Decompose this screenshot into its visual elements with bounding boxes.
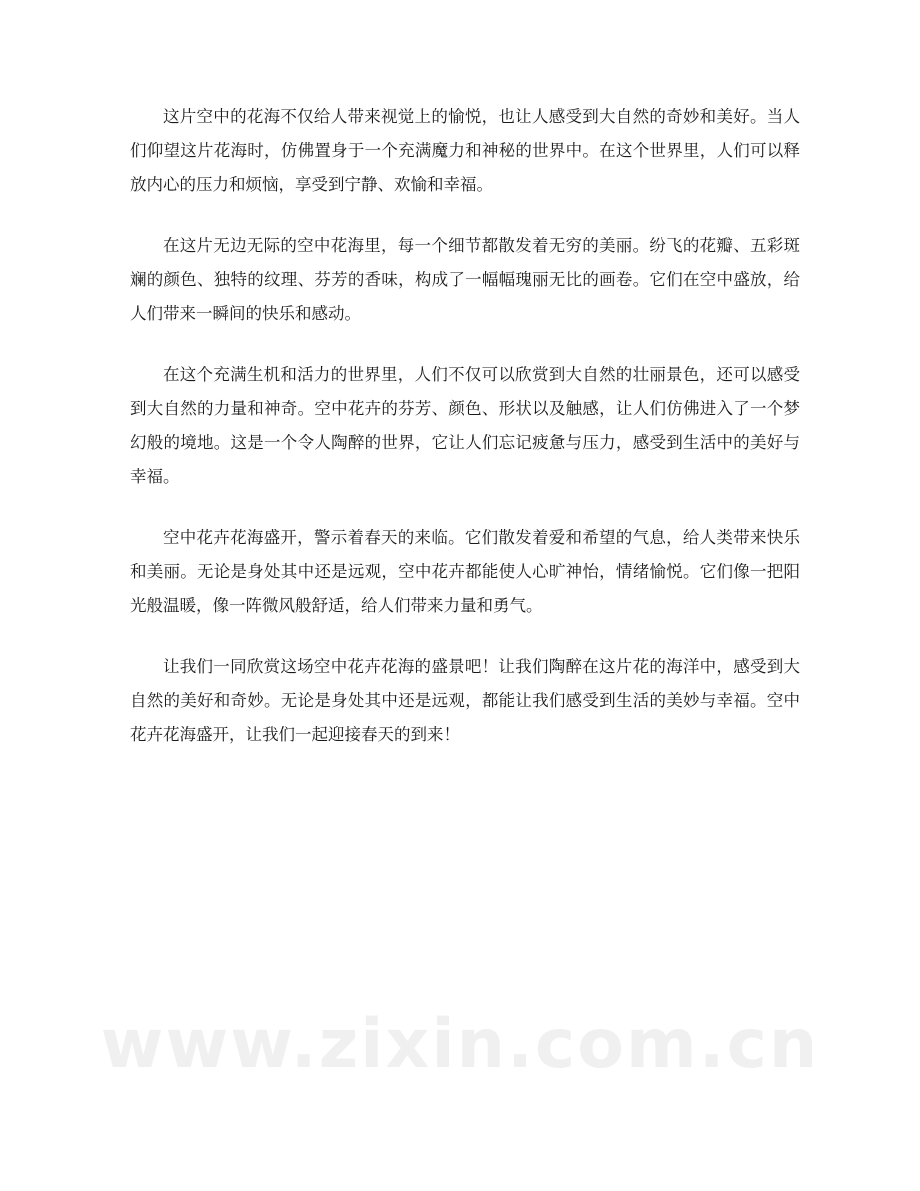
- paragraph-3: 在这个充满生机和活力的世界里，人们不仅可以欣赏到大自然的壮丽景色，还可以感受到大自然的力量和神奇。空中花卉的芬芳、颜色、形状以及触感，让人们仿佛进入了一个梦幻般的境地。这是一个令人陶醉的世界，它让人们忘记疲惫与压力，感受到生活中的美好与幸福。: [130, 365, 800, 486]
- paragraph-2: 在这片无边无际的空中花海里，每一个细节都散发着无穷的美丽。纷飞的花瓣、五彩斑斓的颜色、独特的纹理、芬芳的香味，构成了一幅幅瑰丽无比的画卷。它们在空中盛放，给人们带来一瞬间的快乐和感动。: [130, 236, 800, 323]
- paragraph-1: 这片空中的花海不仅给人带来视觉上的愉悦，也让人感受到大自然的奇妙和美好。当人们仰望这片花海时，仿佛置身于一个充满魔力和神秘的世界中。在这个世界里，人们可以释放内心的压力和烦恼，享受到宁静、欢愉和幸福。: [130, 107, 800, 194]
- document-body: [130, 100, 800, 779]
- paragraph-4: 空中花卉花海盛开，警示着春天的来临。它们散发着爱和希望的气息，给人类带来快乐和美丽。无论是身处其中还是远观，空中花卉都能使人心旷神怡，情绪愉悦。它们像一把阳光般温暖，像一阵微风般舒适，给人们带来力量和勇气。: [130, 528, 800, 615]
- paragraph-5: 让我们一同欣赏这场空中花卉花海的盛景吧！让我们陶醉在这片花的海洋中，感受到大自然的美好和奇妙。无论是身处其中还是远观，都能让我们感受到生活的美妙与幸福。空中花卉花海盛开，让我们一起迎接春天的到来！: [130, 657, 800, 744]
- watermark: www.zixin.com.cn: [100, 1005, 820, 1084]
